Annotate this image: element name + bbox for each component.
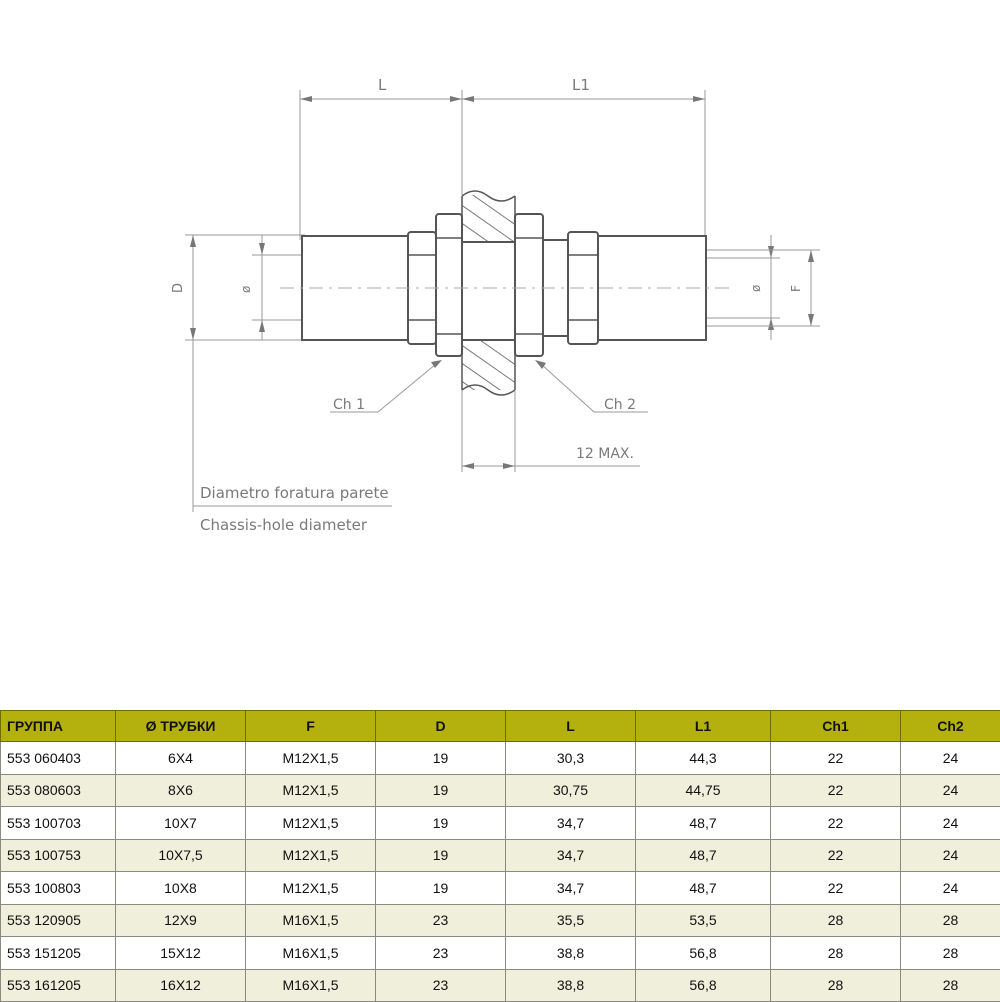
table-cell: 38,8 — [506, 937, 636, 970]
table-row — [1, 904, 1000, 937]
label-ch1: Ch 1 — [333, 397, 365, 413]
col-header-l: L — [506, 711, 636, 742]
table-cell: M12X1,5 — [246, 742, 376, 775]
table-cell: M16X1,5 — [246, 904, 376, 937]
col-header-d: D — [376, 711, 506, 742]
table-cell: 28 — [771, 904, 901, 937]
table-cell: 19 — [376, 807, 506, 840]
table-cell: 44,3 — [636, 742, 771, 775]
table-cell: 10X7 — [116, 807, 246, 840]
table-cell: 48,7 — [636, 872, 771, 905]
label-d: D — [171, 283, 186, 293]
table-row — [1, 839, 1000, 872]
label-phi-left: ø — [239, 286, 253, 293]
leader-ch1 — [330, 360, 442, 413]
table-cell: 15X12 — [116, 937, 246, 970]
table-cell: 22 — [771, 872, 901, 905]
table-cell: M16X1,5 — [246, 969, 376, 1002]
table-cell: 56,8 — [636, 969, 771, 1002]
table-row — [1, 872, 1000, 905]
label-ch2: Ch 2 — [604, 397, 636, 413]
table-cell: 56,8 — [636, 937, 771, 970]
table-cell: 19 — [376, 742, 506, 775]
label-phi-right: ø — [749, 285, 763, 292]
col-header-group: ГРУППА — [1, 711, 116, 742]
table-cell: 553 080603 — [1, 774, 116, 807]
col-header-l1: L1 — [636, 711, 771, 742]
col-header-ch2: Ch2 — [901, 711, 1000, 742]
table-cell: 553 120905 — [1, 904, 116, 937]
table-row — [1, 937, 1000, 970]
table-cell: 28 — [901, 969, 1000, 1002]
table-cell: 23 — [376, 937, 506, 970]
table-cell: 553 100753 — [1, 839, 116, 872]
table-row — [1, 807, 1000, 840]
table-cell: 19 — [376, 839, 506, 872]
table-cell: 23 — [376, 969, 506, 1002]
table-cell: 12X9 — [116, 904, 246, 937]
table-cell: 24 — [901, 807, 1000, 840]
label-l: L — [378, 76, 387, 94]
table-cell: 28 — [771, 937, 901, 970]
table-cell: 24 — [901, 872, 1000, 905]
table-cell: 553 100703 — [1, 807, 116, 840]
table-cell: M12X1,5 — [246, 807, 376, 840]
table-cell: 22 — [771, 774, 901, 807]
leader-ch2 — [535, 360, 648, 413]
table-cell: 19 — [376, 774, 506, 807]
table-cell: 48,7 — [636, 839, 771, 872]
table-cell: M12X1,5 — [246, 774, 376, 807]
col-header-tube: Ø ТРУБКИ — [116, 711, 246, 742]
table-cell: 24 — [901, 839, 1000, 872]
label-hole-en: Chassis-hole diameter — [200, 516, 368, 534]
table-cell: 24 — [901, 742, 1000, 775]
table-cell: 553 161205 — [1, 969, 116, 1002]
label-hole-it: Diametro foratura parete — [200, 484, 389, 502]
table-cell: M12X1,5 — [246, 839, 376, 872]
table-cell: M16X1,5 — [246, 937, 376, 970]
table-cell: M12X1,5 — [246, 872, 376, 905]
label-12-max: 12 MAX. — [576, 446, 634, 462]
table-cell: 24 — [901, 774, 1000, 807]
table-row — [1, 742, 1000, 775]
table-cell: 553 151205 — [1, 937, 116, 970]
table-cell: 34,7 — [506, 807, 636, 840]
table-cell: 8X6 — [116, 774, 246, 807]
table-cell: 35,5 — [506, 904, 636, 937]
table-header-row — [1, 711, 1000, 742]
chassis-hole-leader — [193, 340, 392, 534]
table-cell: 30,3 — [506, 742, 636, 775]
table-cell: 28 — [771, 969, 901, 1002]
table-cell: 22 — [771, 807, 901, 840]
table-cell: 22 — [771, 742, 901, 775]
table-cell: 28 — [901, 904, 1000, 937]
table-cell: 34,7 — [506, 839, 636, 872]
spec-table — [0, 710, 1000, 1002]
table-cell: 30,75 — [506, 774, 636, 807]
table-cell: 16X12 — [116, 969, 246, 1002]
table-cell: 28 — [901, 937, 1000, 970]
col-header-f: F — [246, 711, 376, 742]
label-f: F — [789, 285, 803, 292]
table-cell: 53,5 — [636, 904, 771, 937]
table-cell: 38,8 — [506, 969, 636, 1002]
table-row — [1, 969, 1000, 1002]
table-cell: 19 — [376, 872, 506, 905]
table-cell: 44,75 — [636, 774, 771, 807]
col-header-ch1: Ch1 — [771, 711, 901, 742]
table-cell: 48,7 — [636, 807, 771, 840]
table-cell: 553 060403 — [1, 742, 116, 775]
table-cell: 6X4 — [116, 742, 246, 775]
table-cell: 22 — [771, 839, 901, 872]
table-cell: 23 — [376, 904, 506, 937]
table-cell: 10X8 — [116, 872, 246, 905]
label-l1: L1 — [572, 76, 590, 94]
table-cell: 553 100803 — [1, 872, 116, 905]
table-cell: 34,7 — [506, 872, 636, 905]
table-row — [1, 774, 1000, 807]
table-cell: 10X7,5 — [116, 839, 246, 872]
